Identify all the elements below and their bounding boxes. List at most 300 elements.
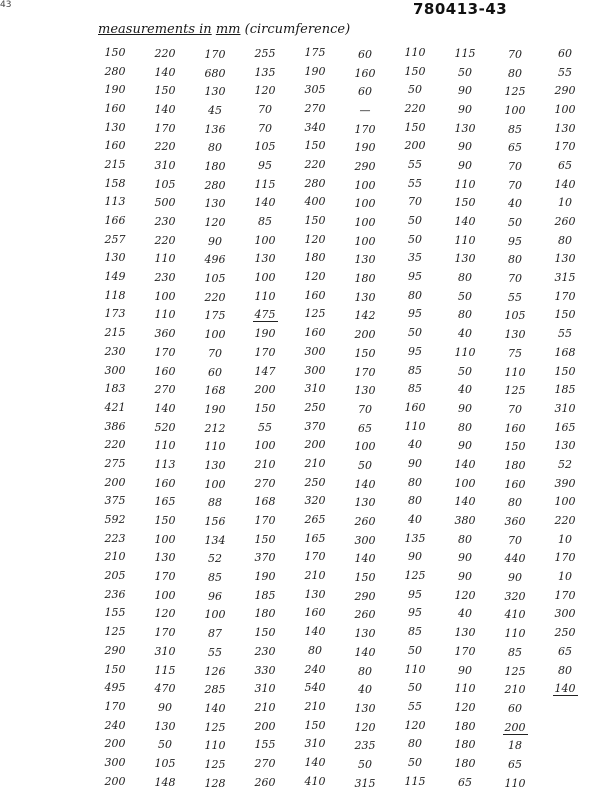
- table-cell: [390, 270, 440, 283]
- cell-value: 150: [304, 139, 326, 153]
- cell-value: 150: [154, 84, 176, 98]
- table-row: [90, 418, 590, 437]
- table-cell: [440, 738, 490, 751]
- cell-value: 70: [408, 195, 422, 209]
- table-cell: [290, 289, 340, 302]
- cell-value: 200: [104, 475, 126, 489]
- table-cell: [240, 47, 290, 60]
- cell-value: 168: [254, 495, 276, 509]
- cell-value: 236: [104, 587, 126, 601]
- cell-value: 300: [104, 755, 126, 769]
- table-cell: [440, 570, 490, 583]
- cell-value: 240: [304, 662, 326, 676]
- table-cell: [140, 495, 190, 508]
- cell-value: 212: [204, 421, 226, 435]
- table-cell: [340, 253, 390, 266]
- table-cell: [190, 403, 240, 416]
- table-row: [90, 175, 590, 194]
- table-cell: [90, 195, 140, 208]
- table-cell: [340, 123, 390, 136]
- table-cell: [390, 513, 440, 526]
- cell-value: 170: [254, 345, 276, 359]
- cell-value: 115: [454, 46, 476, 60]
- cell-value: 421: [104, 400, 126, 414]
- cell-value: 130: [204, 85, 226, 99]
- cell-value: 125: [504, 664, 526, 678]
- table-cell: [440, 682, 490, 695]
- cell-value: 290: [554, 84, 576, 98]
- table-cell: [490, 291, 540, 304]
- cell-value: 170: [454, 644, 476, 658]
- cell-value: 130: [154, 551, 176, 565]
- cell-value: 120: [404, 718, 426, 732]
- table-cell: [190, 552, 240, 565]
- table-cell: [240, 421, 290, 434]
- table-cell: [540, 477, 590, 490]
- cell-value: 215: [104, 326, 126, 340]
- cell-value: 300: [304, 344, 326, 358]
- table-cell: [290, 139, 340, 152]
- table-cell: [140, 346, 190, 359]
- cell-value: 125: [204, 720, 226, 734]
- cell-value: 310: [254, 682, 276, 696]
- table-row: [90, 436, 590, 455]
- cell-value: 160: [154, 364, 176, 378]
- cell-value: 255: [254, 46, 276, 60]
- table-cell: [240, 122, 290, 135]
- cell-value: 520: [154, 420, 176, 434]
- cell-value: 80: [458, 532, 472, 546]
- table-cell: [190, 309, 240, 322]
- table-cell: [540, 664, 590, 677]
- table-cell: [340, 440, 390, 453]
- cell-value: 210: [304, 699, 326, 713]
- cell-value: 150: [254, 626, 276, 640]
- table-row: [90, 380, 590, 399]
- cell-value: 110: [404, 45, 426, 59]
- table-cell: [390, 233, 440, 246]
- cell-value: 150: [304, 718, 326, 732]
- cell-value: 105: [154, 177, 176, 191]
- cell-value: 80: [458, 308, 472, 322]
- cell-value: 80: [408, 737, 422, 751]
- table-row: [90, 605, 590, 624]
- cell-value: 50: [158, 738, 172, 752]
- cell-value: 100: [204, 477, 226, 491]
- cell-value: 95: [508, 234, 522, 248]
- cell-value: 170: [104, 699, 126, 713]
- table-row: [90, 287, 590, 306]
- table-cell: [340, 646, 390, 659]
- cell-value: 105: [154, 756, 176, 770]
- table-cell: [340, 777, 390, 790]
- cell-value: 95: [408, 606, 422, 620]
- cell-value: 140: [254, 196, 276, 210]
- table-cell: [440, 551, 490, 564]
- table-cell: [440, 234, 490, 247]
- table-cell: [490, 590, 540, 603]
- cell-value: 190: [254, 570, 276, 584]
- cell-value: 115: [154, 663, 176, 677]
- cell-value: 300: [554, 607, 576, 621]
- cell-value: 96: [208, 589, 222, 603]
- table-cell: [290, 681, 340, 694]
- cell-value: 120: [304, 232, 326, 246]
- cell-value: 210: [504, 683, 526, 697]
- cell-value: 90: [458, 84, 472, 98]
- cell-value: 183: [104, 382, 126, 396]
- cell-value: 80: [408, 475, 422, 489]
- table-cell: [240, 626, 290, 639]
- table-cell: [190, 590, 240, 603]
- cell-value: 110: [254, 289, 276, 303]
- cell-value: 55: [408, 157, 422, 171]
- cell-value: 200: [104, 774, 126, 788]
- cell-value: 110: [504, 365, 526, 379]
- cell-value: 260: [554, 215, 576, 229]
- table-row: [90, 100, 590, 119]
- cell-value: 130: [504, 328, 526, 342]
- page-corner-mark: 43: [0, 0, 12, 10]
- table-cell: [240, 570, 290, 583]
- table-cell: [140, 271, 190, 284]
- cell-value: 156: [204, 515, 226, 529]
- table-cell: [240, 551, 290, 564]
- cell-value: 200: [304, 438, 326, 452]
- table-cell: [440, 66, 490, 79]
- cell-value: 90: [458, 401, 472, 415]
- table-cell: [190, 197, 240, 210]
- cell-value: 140: [154, 102, 176, 116]
- cell-value: 130: [354, 496, 376, 510]
- table-cell: [290, 756, 340, 769]
- table-cell: [540, 551, 590, 564]
- cell-value: 125: [504, 384, 526, 398]
- cell-value: 592: [104, 513, 126, 527]
- table-cell: [340, 347, 390, 360]
- cell-value: 120: [454, 700, 476, 714]
- table-row: [90, 268, 590, 287]
- cell-value: 168: [204, 384, 226, 398]
- cell-value: 90: [158, 700, 172, 714]
- cell-value: 185: [554, 383, 576, 397]
- table-cell: [190, 48, 240, 61]
- cell-value: 85: [508, 122, 522, 136]
- cell-value: 60: [358, 47, 372, 61]
- cell-value: 40: [408, 513, 422, 527]
- table-cell: [240, 458, 290, 471]
- table-cell: [140, 290, 190, 303]
- table-cell: [90, 289, 140, 302]
- table-cell: [490, 702, 540, 715]
- table-cell: [390, 214, 440, 227]
- table-row: [90, 661, 590, 680]
- cell-value: 190: [204, 402, 226, 416]
- cell-value: 85: [508, 645, 522, 659]
- table-cell: [340, 403, 390, 416]
- table-cell: [440, 701, 490, 714]
- table-row: [90, 231, 590, 250]
- table-cell: [240, 664, 290, 677]
- table-cell: [190, 608, 240, 621]
- cell-value: 80: [408, 494, 422, 508]
- table-cell: [440, 365, 490, 378]
- table-row: [90, 735, 590, 754]
- cell-value: 200: [504, 720, 526, 734]
- table-cell: [490, 683, 540, 696]
- cell-value: 470: [154, 682, 176, 696]
- cell-value: 400: [304, 195, 326, 209]
- cell-value: 220: [204, 290, 226, 304]
- table-cell: [390, 289, 440, 302]
- cell-value: 360: [154, 327, 176, 341]
- table-cell: [140, 776, 190, 789]
- cell-value: 257: [104, 232, 126, 246]
- cell-value: 100: [354, 197, 376, 211]
- table-cell: [540, 607, 590, 620]
- table-cell: [240, 327, 290, 340]
- table-cell: [340, 384, 390, 397]
- cell-value: 70: [258, 121, 272, 135]
- cell-value: 50: [358, 757, 372, 771]
- table-cell: [390, 121, 440, 134]
- table-cell: [540, 140, 590, 153]
- table-cell: [440, 290, 490, 303]
- table-cell: [390, 102, 440, 115]
- table-cell: [340, 366, 390, 379]
- cell-value: 160: [304, 606, 326, 620]
- cell-value: 45: [208, 103, 222, 117]
- cell-value: 110: [454, 345, 476, 359]
- cell-value: 150: [504, 440, 526, 454]
- cell-value: 495: [104, 681, 126, 695]
- table-cell: [340, 739, 390, 752]
- cell-value: 40: [458, 607, 472, 621]
- table-cell: [290, 513, 340, 526]
- cell-value: 155: [254, 738, 276, 752]
- cell-value: 220: [154, 233, 176, 247]
- cell-value: 100: [254, 233, 276, 247]
- table-cell: [190, 179, 240, 192]
- cell-value: 118: [104, 288, 126, 302]
- cell-value: 170: [554, 588, 576, 602]
- table-cell: [290, 663, 340, 676]
- table-row: [90, 362, 590, 381]
- cell-value: 100: [204, 328, 226, 342]
- cell-value: 120: [454, 588, 476, 602]
- cell-value: 220: [404, 101, 426, 115]
- cell-value: 90: [458, 570, 472, 584]
- table-cell: [190, 534, 240, 547]
- table-cell: [290, 438, 340, 451]
- table-cell: [490, 104, 540, 117]
- cell-value: 120: [304, 270, 326, 284]
- cell-value: 85: [408, 363, 422, 377]
- cell-value: 135: [254, 65, 276, 79]
- cell-value: 175: [304, 45, 326, 59]
- table-cell: [90, 364, 140, 377]
- cell-value: 50: [508, 216, 522, 230]
- table-cell: [90, 307, 140, 320]
- cell-value: 280: [304, 176, 326, 190]
- table-cell: [490, 384, 540, 397]
- cell-value: 60: [358, 85, 372, 99]
- table-cell: [440, 757, 490, 770]
- table-cell: [90, 700, 140, 713]
- table-cell: [240, 514, 290, 527]
- cell-value: 280: [204, 178, 226, 192]
- cell-value: 80: [558, 663, 572, 677]
- table-cell: [190, 665, 240, 678]
- cell-value: 170: [154, 345, 176, 359]
- cell-value: 340: [304, 120, 326, 134]
- table-row: [90, 549, 590, 568]
- cell-value: 65: [558, 158, 572, 172]
- cell-value: 52: [558, 457, 572, 471]
- table-cell: [540, 327, 590, 340]
- cell-value: 160: [354, 66, 376, 80]
- table-cell: [140, 140, 190, 153]
- cell-value: 100: [204, 608, 226, 622]
- table-cell: [390, 420, 440, 433]
- table-cell: [240, 776, 290, 789]
- table-cell: [140, 327, 190, 340]
- cell-value: 265: [304, 513, 326, 527]
- table-cell: [140, 720, 190, 733]
- table-cell: [190, 739, 240, 752]
- cell-value: 170: [204, 47, 226, 61]
- table-cell: [540, 682, 590, 695]
- table-cell: [490, 403, 540, 416]
- table-row: [90, 511, 590, 530]
- cell-value: 110: [204, 440, 226, 454]
- cell-value: 148: [154, 775, 176, 789]
- table-cell: [90, 121, 140, 134]
- table-cell: [90, 625, 140, 638]
- table-row: [90, 119, 590, 138]
- cell-value: 180: [204, 159, 226, 173]
- table-cell: [290, 83, 340, 96]
- cell-value: 150: [554, 364, 576, 378]
- table-cell: [190, 440, 240, 453]
- cell-value: 173: [104, 307, 126, 321]
- table-cell: [190, 67, 240, 80]
- table-cell: [140, 103, 190, 116]
- table-cell: [440, 308, 490, 321]
- cell-value: 220: [104, 438, 126, 452]
- table-cell: [240, 402, 290, 415]
- table-cell: [240, 607, 290, 620]
- heading-prefix: measurements in: [98, 22, 212, 37]
- cell-value: 87: [208, 627, 222, 641]
- cell-value: 105: [204, 272, 226, 286]
- table-cell: [390, 65, 440, 78]
- table-cell: [90, 681, 140, 694]
- cell-value: 80: [208, 141, 222, 155]
- table-cell: [290, 401, 340, 414]
- table-cell: [540, 533, 590, 546]
- cell-value: 110: [154, 308, 176, 322]
- table-cell: [90, 588, 140, 601]
- table-cell: [90, 420, 140, 433]
- cell-value: 330: [254, 663, 276, 677]
- cell-value: 65: [458, 775, 472, 789]
- cell-value: 160: [104, 139, 126, 153]
- table-row: [90, 474, 590, 493]
- cell-value: 180: [304, 251, 326, 265]
- cell-value: 100: [454, 476, 476, 490]
- table-cell: [540, 645, 590, 658]
- cell-value: 40: [458, 327, 472, 341]
- table-cell: [490, 67, 540, 80]
- table-cell: [190, 777, 240, 790]
- table-cell: [190, 272, 240, 285]
- cell-value: 170: [354, 365, 376, 379]
- table-cell: [540, 421, 590, 434]
- cell-value: 150: [554, 308, 576, 322]
- cell-value: 50: [408, 681, 422, 695]
- cell-value: 100: [254, 271, 276, 285]
- cell-value: 150: [154, 514, 176, 528]
- table-cell: [390, 382, 440, 395]
- table-cell: [140, 178, 190, 191]
- cell-value: 310: [554, 401, 576, 415]
- table-cell: [240, 720, 290, 733]
- cell-value: 320: [304, 494, 326, 508]
- table-cell: [190, 422, 240, 435]
- cell-value: 230: [104, 344, 126, 358]
- cell-value: 190: [104, 83, 126, 97]
- cell-value: 310: [304, 737, 326, 751]
- table-cell: [390, 158, 440, 171]
- table-cell: [140, 234, 190, 247]
- table-cell: [290, 158, 340, 171]
- cell-value: 40: [358, 683, 372, 697]
- table-cell: [140, 84, 190, 97]
- table-cell: [190, 496, 240, 509]
- cell-value: 170: [154, 121, 176, 135]
- table-cell: [140, 477, 190, 490]
- cell-value: 142: [354, 309, 376, 323]
- cell-value: 320: [504, 589, 526, 603]
- cell-value: 90: [458, 551, 472, 565]
- cell-value: 200: [254, 383, 276, 397]
- cell-value: 80: [358, 664, 372, 678]
- table-cell: [240, 757, 290, 770]
- cell-value: 125: [104, 625, 126, 639]
- cell-value: 160: [504, 477, 526, 491]
- cell-value: 125: [204, 757, 226, 771]
- cell-value: 190: [254, 327, 276, 341]
- table-cell: [290, 644, 340, 657]
- table-cell: [90, 663, 140, 676]
- table-cell: [490, 571, 540, 584]
- cell-value: 110: [504, 776, 526, 790]
- cell-value: 10: [558, 196, 572, 210]
- table-cell: [190, 216, 240, 229]
- cell-value: 128: [204, 776, 226, 790]
- cell-value: 100: [554, 102, 576, 116]
- table-cell: [540, 47, 590, 60]
- cell-value: 270: [304, 101, 326, 115]
- table-cell: [140, 682, 190, 695]
- table-cell: [490, 608, 540, 621]
- table-cell: [340, 291, 390, 304]
- table-cell: [140, 701, 190, 714]
- table-cell: [440, 84, 490, 97]
- table-cell: [90, 65, 140, 78]
- table-row: [90, 324, 590, 343]
